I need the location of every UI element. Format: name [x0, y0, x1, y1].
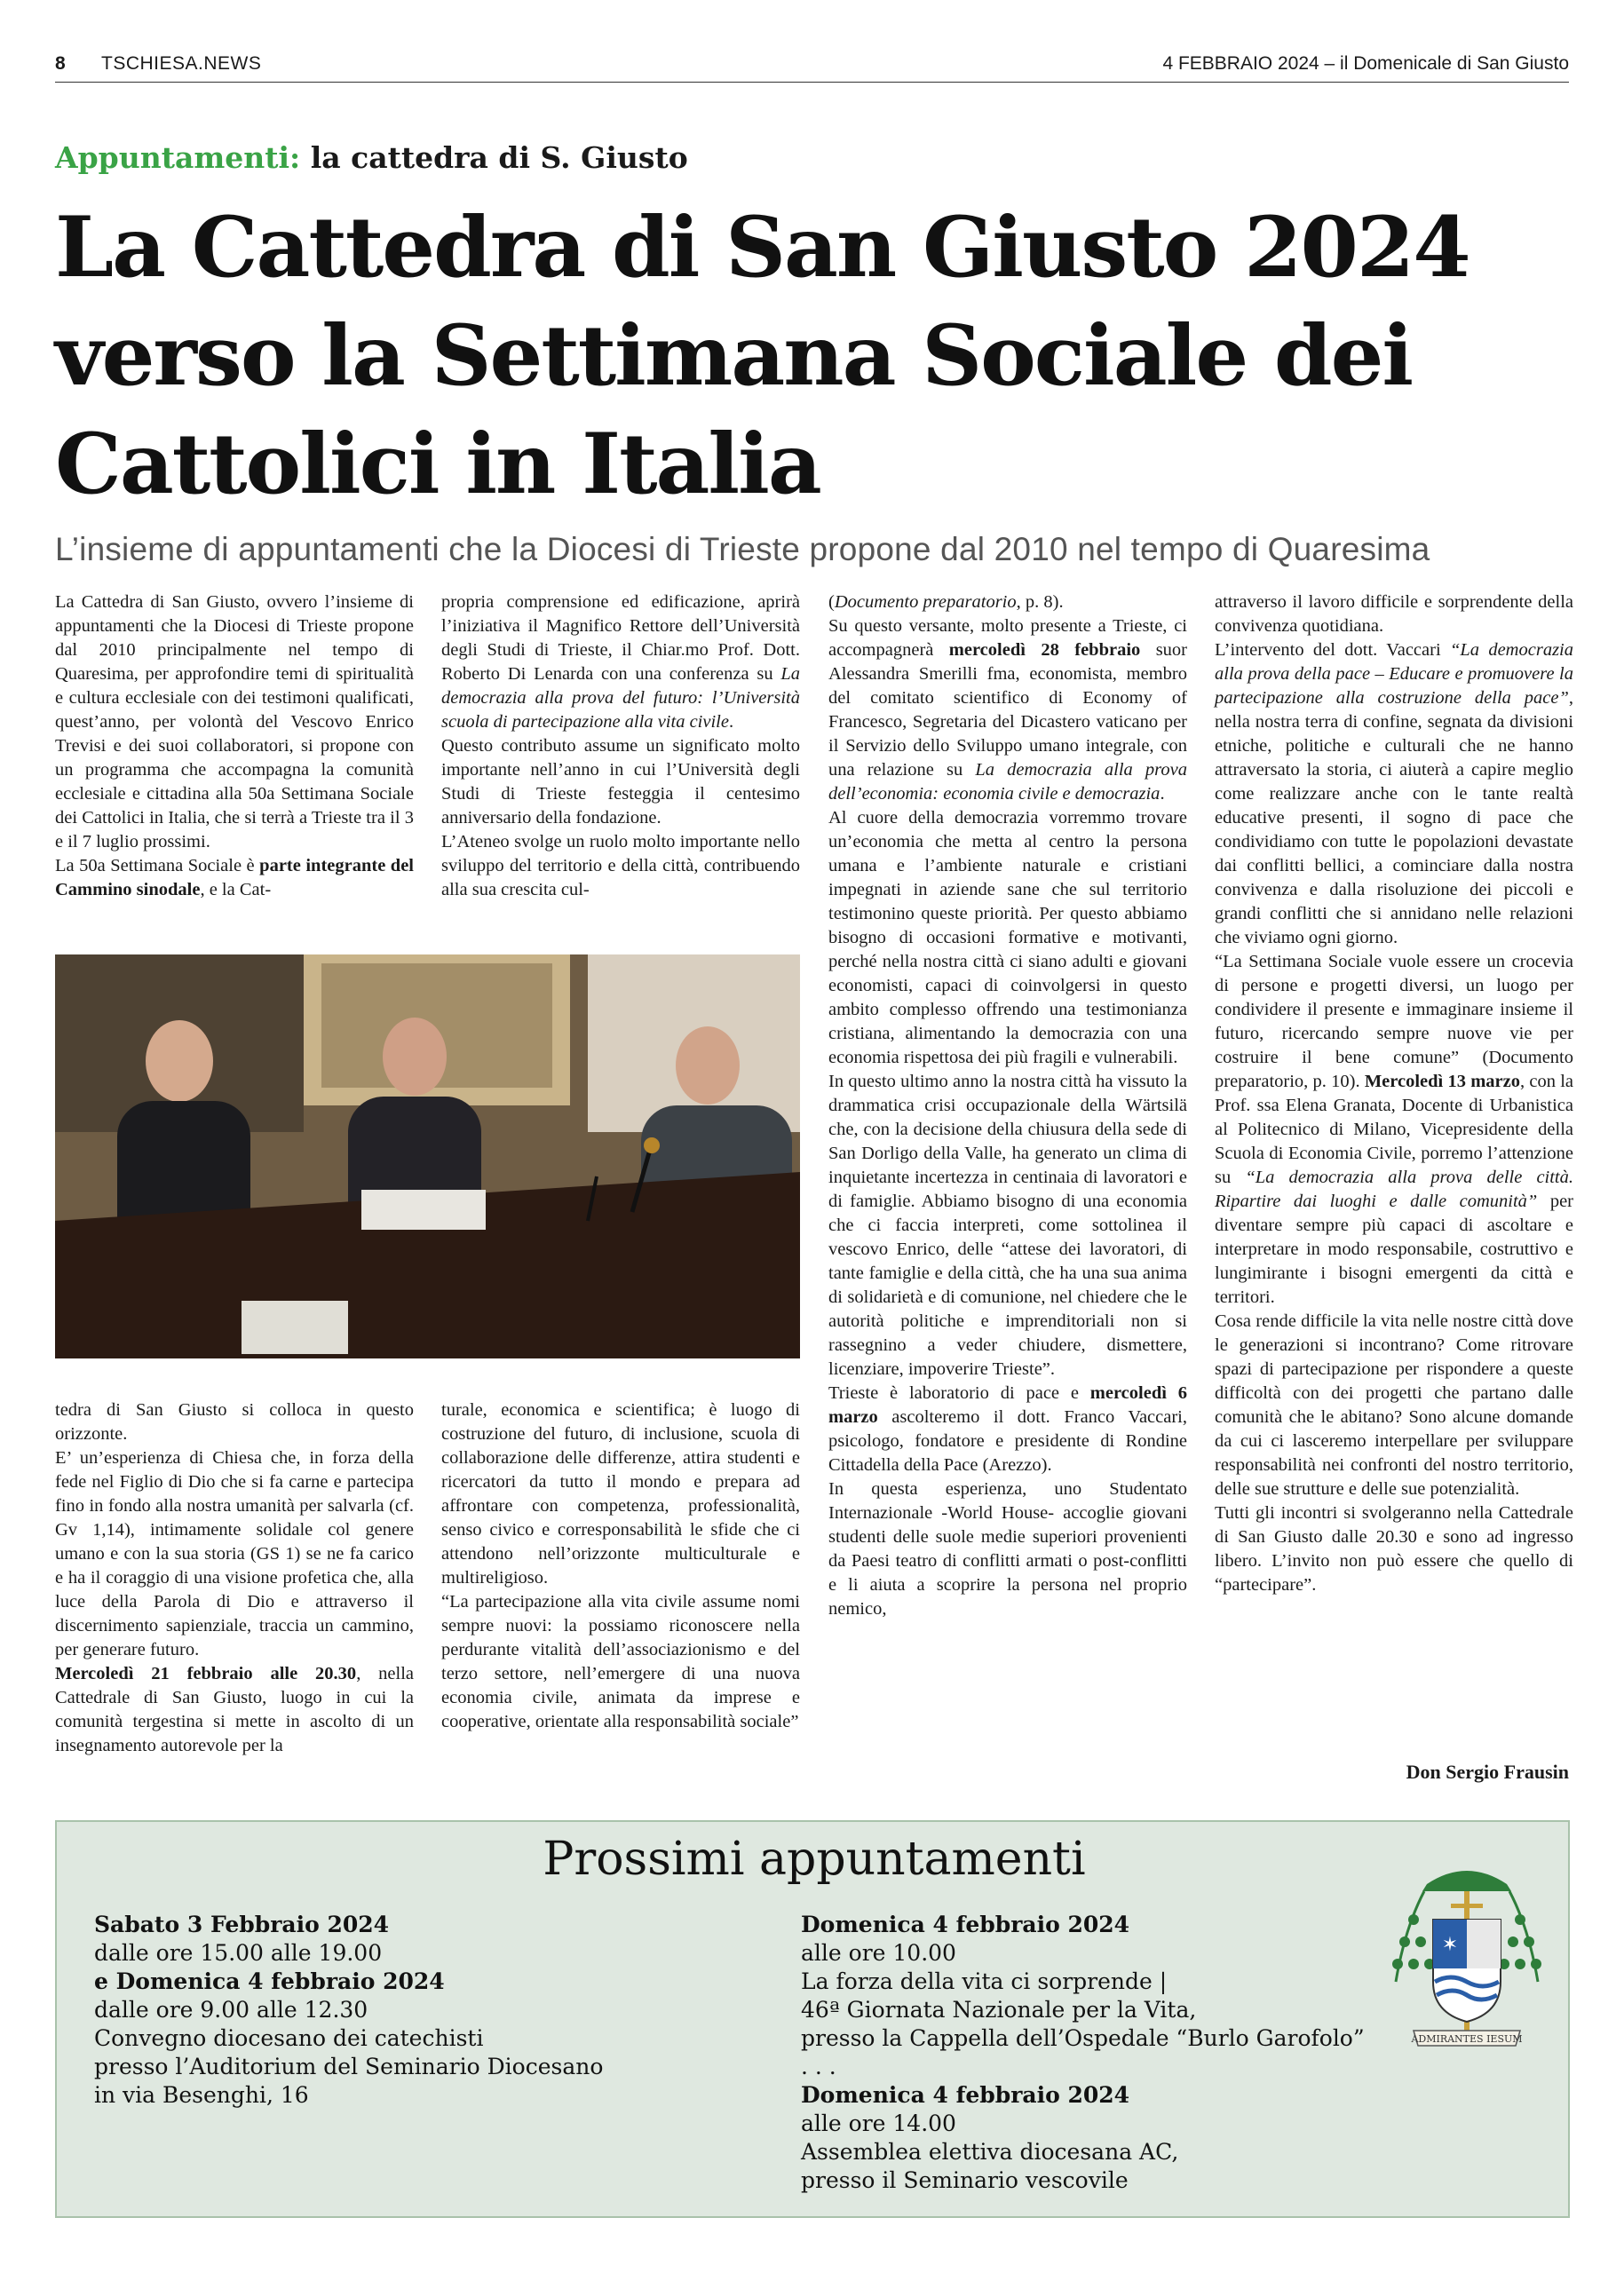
appointments-right — [801, 1911, 1440, 2195]
event-date: Domenica 4 febbraio 2024 — [801, 2082, 1130, 2108]
event-location: presso l’Auditorium del Seminario Diocesano — [94, 2054, 604, 2079]
svg-text:✶: ✶ — [1441, 1934, 1459, 1956]
paragraph: La 50a Settimana Sociale è parte integrante del Cammino sinodale, e la Cat- — [55, 856, 414, 899]
event-address: in via Besenghi, 16 — [94, 2082, 309, 2108]
kicker-section: Appuntamenti: — [55, 140, 301, 175]
event-time: dalle ore 9.00 alle 12.30 — [94, 1997, 368, 2023]
appointments-title: Prossimi appuntamenti — [543, 1833, 1086, 1886]
author-signature: Don Sergio Frausin — [1406, 1761, 1569, 1783]
event-date: Sabato 3 Febbraio 2024 — [94, 1912, 390, 1937]
article-headline: La Cattedra di San Giusto 2024 verso la Settimana Sociale dei Cattolici in Italia — [55, 199, 1470, 513]
paragraph: In questa esperienza, uno Studentato Internazionale -World House- accoglie giovani studenti delle suole medie superiori provenienti da Paesi teatro di conflitti armati o post-conflitti e li aiuta a scoprire la persona nel proprio nemico, — [828, 1479, 1187, 1619]
paragraph: turale, economica e scientifica; è luogo di costruzione del futuro, di inclusione, scuola di collaborazione delle differenze, attira studenti e ricercatori da tutto il mondo e prepara ad affrontare con competenza, professionalità, senso civico e corresponsabilità le sfide che ci attendono nell’orizzonte multiculturale e multireligioso. — [441, 1400, 800, 1588]
paragraph: In questo ultimo anno la nostra città ha vissuto la drammatica crisi occupazionale della Wärtsilä che, con la decisione della chiusura della sede di San Dorligo della Valle, ha generato un clima di inquietante incertezza in centinaia di lavoratori e di famiglie. Abbiamo bisogno di una economia che ci faccia interpreti, come sottolinea il vescovo Enrico, delle “attese dei lavoratori, di tante famiglie e della città, che ha una sua anima di solidarietà e di comunione, nel chiedere che le autorità politiche e imprenditoriali non si rassegnino a veder chiudere, dismettere, licenziare, impoverire Trieste”. — [828, 1072, 1187, 1379]
paragraph: (Documento preparatorio, p. 8). — [828, 592, 1064, 612]
article-column-2 — [441, 590, 800, 902]
article-column-4 — [1215, 590, 1573, 1597]
bishop-coat-of-arms-icon — [1378, 1849, 1556, 2053]
event-date: e Domenica 4 febbraio 2024 — [94, 1968, 445, 1994]
paragraph: propria comprensione ed edificazione, aprirà l’iniziativa il Magnifico Rettore dell’Università degli Studi di Trieste, il Chiar.mo Prof. Dott. Roberto Di Lenarda con una conferenza su La democrazia alla prova del futuro: l’Università scuola di partecipazione alla vita civile. — [441, 592, 800, 732]
appointments-box — [55, 1820, 1570, 2218]
paragraph: attraverso il lavoro difficile e sorprendente della convivenza quotidiana. — [1215, 592, 1573, 636]
event-time: alle ore 10.00 — [801, 1940, 956, 1966]
event-time: dalle ore 15.00 alle 19.00 — [94, 1940, 383, 1966]
paragraph: Questo contributo assume un significato molto importante nell’anno in cui l’Università degli Studi di Trieste festeggia il centesimo anniversario della fondazione. — [441, 736, 800, 828]
article-subtitle: L’insieme di appuntamenti che la Diocesi di Trieste propone dal 2010 nel tempo di Quaresima — [55, 531, 1430, 567]
kicker-topic: la cattedra di S. Giusto — [310, 140, 688, 175]
paragraph: La Cattedra di San Giusto, ovvero l’insieme di appuntamenti che la Diocesi di Trieste propone dal 2010 principalmente nel tempo di Quaresima, per approfondire temi di spiritualità e cultura ecclesiale con dei testimoni qualificati, quest’anno, per volontà del Vescovo Enrico Trevisi e dei suoi collaboratori, si propone con un programma che accompagna la comunità ecclesiale e cittadina alla 50a Settimana Sociale dei Cattolici in Italia, che si terrà a Trieste tra il 3 e il 7 luglio prossimi. — [55, 592, 414, 851]
paragraph: Su questo versante, molto presente a Trieste, ci accompagnerà mercoledì 28 febbraio suor Alessandra Smerilli fma, economista, membro del comitato scientifico di Economy of Francesco, Segretaria del Dicastero vaticano per il Servizio dello Sviluppo umano integrale, con una relazione su La democrazia alla prova dell’economia: economia civile e democrazia. — [828, 616, 1187, 804]
article-column-1-continued — [55, 1398, 414, 1758]
article-photo — [55, 954, 800, 1358]
page-header — [55, 46, 1569, 83]
article-column-2-continued — [441, 1398, 800, 1734]
event-date: Domenica 4 febbraio 2024 — [801, 1912, 1130, 1937]
paragraph: L’Ateneo svolge un ruolo molto importante nello sviluppo del territorio e della città, contribuendo alla sua crescita cul- — [441, 832, 800, 899]
issue-date: 4 FEBBRAIO 2024 – il Domenicale di San Giusto — [1162, 53, 1569, 74]
conference-photo-illustration — [55, 954, 800, 1358]
site-name: TSCHIESA.NEWS — [101, 53, 262, 74]
section-kicker — [55, 140, 688, 175]
paragraph: L’intervento del dott. Vaccari “La democrazia alla prova della pace – Educare e promuovere la partecipazione alla costruzione della pace”, nella nostra terra di confine, segnata da divisioni etniche, politiche e culturali che ne hanno attraversato la storia, ci aiuterà a capire meglio come realizzare anche con le tante realtà educative presenti, il sogno di pace che condividiamo con tutte le popolazioni devastate dai conflitti bellici, a cominciare dalla nostra convivenza e dalla risoluzione dei piccoli e grandi conflitti che si annidano nelle relazioni che viviamo ogni giorno. — [1215, 640, 1573, 947]
event-description: Assemblea elettiva diocesana AC, — [801, 2139, 1179, 2165]
paragraph: Trieste è laboratorio di pace e mercoledì 6 marzo ascolteremo il dott. Franco Vaccari, psicologo, fondatore e presidente di Rondine Cittadella della Pace (Arezzo). — [828, 1383, 1187, 1475]
paragraph: Mercoledì 21 febbraio alle 20.30, nella Cattedrale di San Giusto, luogo in cui la comunità tergestina si mette in ascolto di un insegnamento autorevole per la — [55, 1664, 414, 1755]
event-time: alle ore 14.00 — [801, 2111, 956, 2136]
event-description: La forza della vita ci sorprende | — [801, 1968, 1168, 1994]
paragraph: “La Settimana Sociale vuole essere un crocevia di persone e progetti diversi, un luogo per condividere il presente e immaginare insieme il futuro, ricercando sempre nuove vie per costruire il bene comune” (Documento preparatorio, p. 10). Mercoledì 13 marzo, con la Prof. ssa Elena Granata, Docente di Urbanistica al Politecnico di Milano, Vicepresidente della Scuola di Economia Civile, porremo l’attenzione su “La democrazia alla prova delle città. Ripartire dai luoghi e dalle comunità” per diventare sempre più capaci di ascoltare e interpretare in modo responsabile, costruttivo e lungimirante i bisogni emergenti da città e territori. — [1215, 952, 1574, 1307]
crest-motto: ADMIRANTES IESUM — [1411, 2033, 1523, 2045]
event-description: 46ª Giornata Nazionale per la Vita, — [801, 1997, 1197, 2023]
page-number: 8 — [55, 53, 66, 74]
paragraph: Cosa rende difficile la vita nelle nostre città dove le generazioni si incontrano? Come ritrovare spazi di partecipazione per rispondere a queste difficoltà con dei progetti che partano dalle comunità che le abitano? Sono alcune domande da cui ci lasceremo interpellare per sviluppare responsabilità nei confronti del nostro territorio, delle sue strutture e delle sue potenzialità. — [1215, 1311, 1573, 1499]
paragraph: E’ un’esperienza di Chiesa che, in forza della fede nel Figlio di Dio che si fa carne e partecipa fino in fondo alla nostra umanità per salvarla (cf. Gv 1,14), intimamente solidale col genere umano e con la sua storia (GS 1) se ne fa carico e ha il coraggio di una visione profetica che, alla luce della Parola di Dio e attraverso il discernimento sapienziale, traccia un cammino, per generare futuro. — [55, 1448, 414, 1659]
event-description: Convegno diocesano dei catechisti — [94, 2025, 484, 2051]
event-location: presso il Seminario vescovile — [801, 2167, 1129, 2193]
event-location: presso la Cappella dell’Ospedale “Burlo Garofolo” — [801, 2025, 1365, 2051]
paragraph: “La partecipazione alla vita civile assume nomi sempre nuovi: la possiamo riconoscere nella perdurante vitalità dell’associazionismo e del terzo settore, nell’emergere di una nuova economia civile, animata da imprese e cooperative, orientate alla responsabilità sociale” — [441, 1592, 800, 1731]
appointments-left — [94, 1911, 769, 2110]
paragraph: Al cuore della democrazia vorremmo trovare un’economia che metta al centro la persona umana e l’ambiente naturale e cristiani impegnati in aziende sane che sul territorio testimonino queste priorità. Per questo abbiamo bisogno di occasioni formative e motivanti, perché nella nostra città ci siano adulti e giovani economisti, capaci di coinvolgersi in questo ambito complesso offrendo una testimonianza cristiana, alimentando la democrazia con una economia rispettosa dei più fragili e vulnerabili. — [828, 808, 1187, 1067]
article-column-3 — [828, 590, 1187, 1621]
paragraph: Tutti gli incontri si svolgeranno nella Cattedrale di San Giusto dalle 20.30 e sono ad ingresso libero. L’invito non può essere che quello di “partecipare”. — [1215, 1503, 1573, 1595]
separator: . . . — [801, 2054, 836, 2079]
paragraph: tedra di San Giusto si colloca in questo orizzonte. — [55, 1400, 414, 1444]
article-column-1 — [55, 590, 414, 902]
